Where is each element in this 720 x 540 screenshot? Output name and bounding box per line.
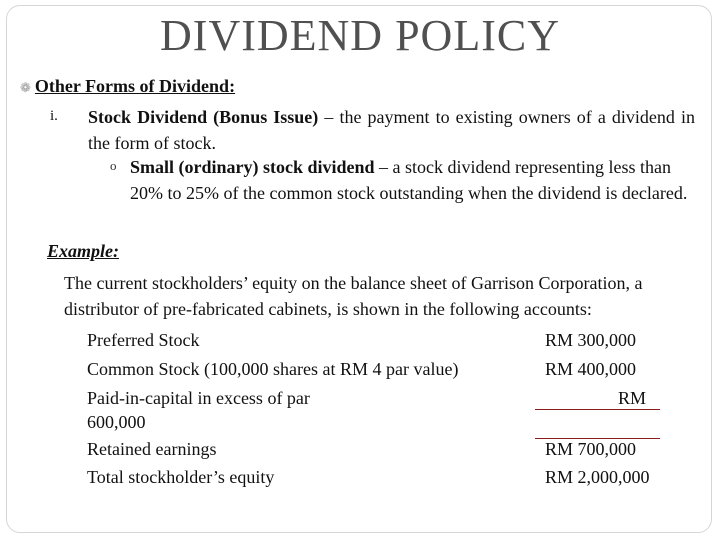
slide-title: DIVIDEND POLICY (160, 11, 560, 60)
sub-item-small-stock-dividend (130, 154, 695, 206)
section-heading: Other Forms of Dividend: (34, 76, 236, 96)
item-term: Stock Dividend (Bonus Issue) (88, 107, 319, 127)
list-item-stock-dividend (88, 104, 695, 156)
account-label-paid-in-capital-value: 600,000 (87, 412, 146, 432)
account-amount-retained-earnings: RM 700,000 (545, 439, 637, 459)
list-numeral: i. (50, 108, 58, 124)
account-label-preferred-stock: Preferred Stock (87, 330, 200, 350)
account-label-total-equity: Total stockholder’s equity (87, 467, 275, 487)
account-label-common-stock: Common Stock (100,000 shares at RM 4 par value) (87, 359, 459, 379)
underline-rule (535, 409, 660, 410)
sub-bullet-circle-icon: o (110, 158, 117, 173)
account-label-retained-earnings: Retained earnings (87, 439, 217, 459)
bullet-swirl-icon: ❁ (20, 80, 31, 95)
example-heading: Example: (47, 241, 119, 261)
item-definition: – the payment to existing owners of a dividend in the form of stock. (88, 107, 695, 153)
account-amount-paid-in-capital: RM (618, 388, 647, 408)
account-amount-preferred-stock: RM 300,000 (545, 330, 637, 350)
section-bullet (20, 76, 235, 97)
account-label-paid-in-capital: Paid-in-capital in excess of par (87, 388, 310, 408)
account-amount-common-stock: RM 400,000 (545, 359, 637, 379)
sub-item-definition: – a stock dividend representing less than 20% to 25% of the common stock outstanding when the dividend is declared. (130, 157, 688, 203)
example-intro: The current stockholders’ equity on the balance sheet of Garrison Corporation, a distributor of pre-fabricated cabinets, is shown in the following accounts: (64, 273, 643, 319)
sub-item-term: Small (ordinary) stock dividend (130, 157, 375, 177)
account-amount-total-equity: RM 2,000,000 (545, 467, 650, 487)
